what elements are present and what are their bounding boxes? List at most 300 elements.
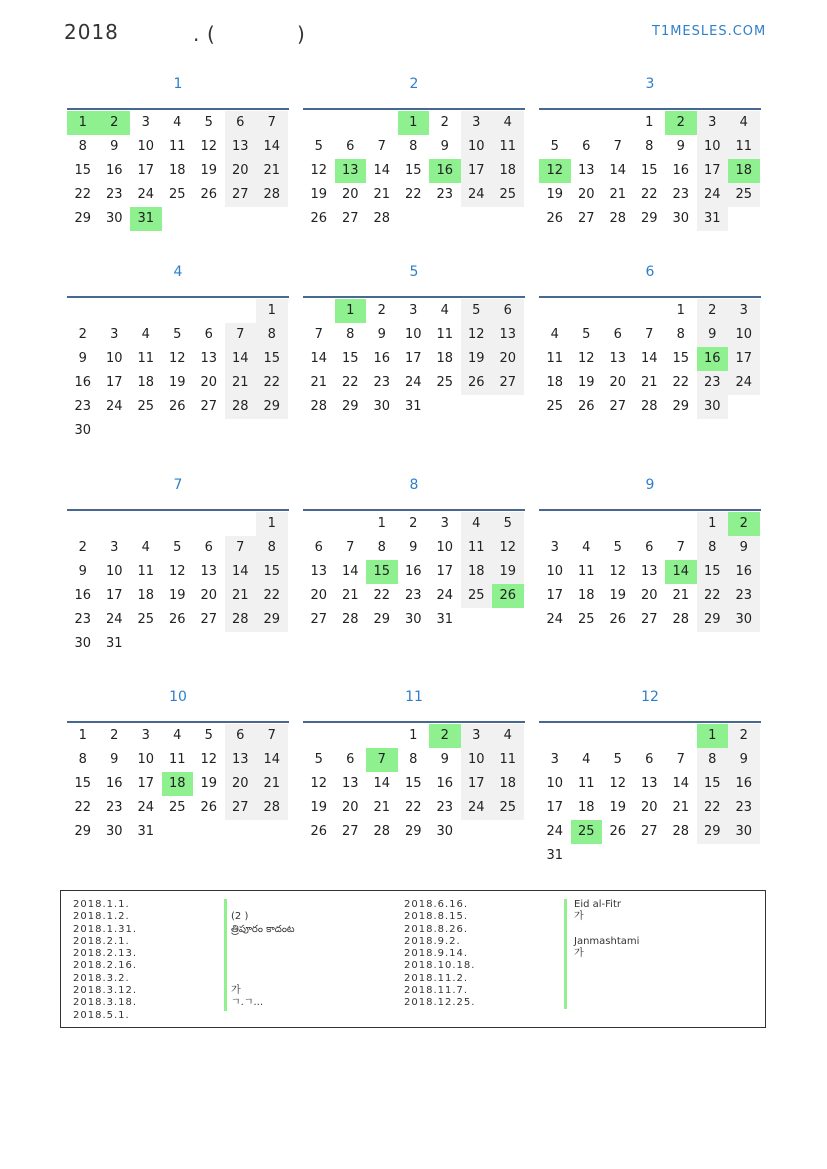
day-cell: 9 xyxy=(110,752,119,767)
holiday-day-cell: 25 xyxy=(571,820,603,844)
month-title: 1 xyxy=(173,76,183,92)
day-cell: 9 xyxy=(110,139,119,154)
day-cell: 1 xyxy=(409,728,418,743)
empty-cell xyxy=(193,512,225,536)
day-cell: 20 xyxy=(310,588,328,603)
day-cell: 12 xyxy=(577,351,595,366)
day-cell: 5 xyxy=(582,327,591,342)
day-cell: 21 xyxy=(225,371,257,395)
day-cell: 29 xyxy=(697,608,729,632)
empty-cell xyxy=(366,111,398,135)
day-cell: 29 xyxy=(404,824,422,839)
day-cell: 16 xyxy=(105,163,123,178)
day-cell: 26 xyxy=(168,399,186,414)
day-cell: 28 xyxy=(640,399,658,414)
empty-cell xyxy=(162,512,194,536)
day-cell: 1 xyxy=(78,728,87,743)
day-cell: 28 xyxy=(672,612,690,627)
day-cell: 13 xyxy=(577,163,595,178)
day-cell: 29 xyxy=(697,820,729,844)
day-cell: 23 xyxy=(105,187,123,202)
day-cell: 25 xyxy=(546,399,564,414)
day-cell: 20 xyxy=(640,588,658,603)
day-cell: 11 xyxy=(728,135,760,159)
day-cell: 21 xyxy=(672,588,690,603)
title-dot: . xyxy=(193,22,200,46)
empty-cell xyxy=(303,299,335,323)
holiday-day-cell: 2 xyxy=(429,724,461,748)
day-cell: 20 xyxy=(225,159,257,183)
legend-holiday-name: త్రిపూరం కాదంట xyxy=(231,923,295,935)
month-9 xyxy=(539,475,761,632)
day-cell: 9 xyxy=(409,540,418,555)
day-cell: 14 xyxy=(310,351,328,366)
legend-right-names xyxy=(574,899,639,1010)
day-cell: 11 xyxy=(577,564,595,579)
day-cell: 18 xyxy=(168,163,186,178)
day-cell: 8 xyxy=(697,536,729,560)
month-title: 7 xyxy=(173,477,183,493)
day-cell: 27 xyxy=(225,183,257,207)
day-cell: 20 xyxy=(200,375,218,390)
day-cell: 3 xyxy=(461,724,493,748)
empty-cell xyxy=(602,724,634,748)
day-cell: 6 xyxy=(582,139,591,154)
day-cell: 25 xyxy=(728,183,760,207)
day-cell: 26 xyxy=(609,612,627,627)
day-cell: 11 xyxy=(577,776,595,791)
day-cell: 7 xyxy=(676,540,685,555)
day-cell: 21 xyxy=(341,588,359,603)
legend-date: 2018.11.7. xyxy=(404,985,469,997)
day-cell: 9 xyxy=(78,351,87,366)
day-cell: 22 xyxy=(672,375,690,390)
legend-date: 2018.1.2. xyxy=(73,911,130,923)
empty-cell xyxy=(130,512,162,536)
day-cell: 19 xyxy=(168,375,186,390)
day-cell: 4 xyxy=(582,540,591,555)
day-cell: 19 xyxy=(310,187,328,202)
day-cell: 18 xyxy=(492,159,524,183)
month-rule xyxy=(539,296,761,298)
day-cell: 3 xyxy=(550,752,559,767)
legend-date: 2018.3.2. xyxy=(73,972,130,984)
legend-right-dates xyxy=(404,899,475,1010)
day-cell: 24 xyxy=(137,187,155,202)
day-cell: 12 xyxy=(200,139,218,154)
day-cell: 29 xyxy=(640,211,658,226)
day-cell: 26 xyxy=(200,187,218,202)
holiday-day-cell: 16 xyxy=(697,347,729,371)
holiday-day-cell: 15 xyxy=(366,560,398,584)
month-8 xyxy=(303,475,525,632)
day-cell: 10 xyxy=(697,135,729,159)
day-cell: 25 xyxy=(168,187,186,202)
holiday-day-cell: 7 xyxy=(366,748,398,772)
day-cell: 22 xyxy=(404,187,422,202)
day-cell: 17 xyxy=(105,375,123,390)
legend-holiday-name xyxy=(231,899,295,911)
day-cell: 9 xyxy=(676,139,685,154)
day-cell: 10 xyxy=(728,323,760,347)
day-cell: 8 xyxy=(676,327,685,342)
day-cell: 5 xyxy=(613,540,622,555)
month-title: 9 xyxy=(645,477,655,493)
empty-cell xyxy=(571,299,603,323)
month-12 xyxy=(539,687,761,868)
day-cell: 27 xyxy=(492,371,524,395)
day-cell: 24 xyxy=(461,183,493,207)
day-cell: 23 xyxy=(74,399,92,414)
day-cell: 3 xyxy=(141,728,150,743)
day-cell: 11 xyxy=(168,752,186,767)
legend-date: 2018.8.15. xyxy=(404,911,469,923)
day-cell: 10 xyxy=(546,564,564,579)
day-cell: 28 xyxy=(225,395,257,419)
day-cell: 23 xyxy=(74,612,92,627)
day-cell: 27 xyxy=(225,796,257,820)
day-cell: 28 xyxy=(341,612,359,627)
day-cell: 14 xyxy=(672,776,690,791)
day-cell: 12 xyxy=(461,323,493,347)
day-cell: 31 xyxy=(105,636,123,651)
day-cell: 2 xyxy=(110,728,119,743)
day-cell: 27 xyxy=(640,612,658,627)
month-5 xyxy=(303,262,525,419)
legend-holiday-name: 가 xyxy=(574,911,584,923)
day-cell: 2 xyxy=(78,540,87,555)
day-cell: 15 xyxy=(256,560,288,584)
day-cell: 11 xyxy=(492,135,524,159)
day-cell: 15 xyxy=(404,776,422,791)
day-cell: 2 xyxy=(440,115,449,130)
day-cell: 23 xyxy=(436,187,454,202)
day-cell: 3 xyxy=(728,299,760,323)
empty-cell xyxy=(634,724,666,748)
day-cell: 14 xyxy=(609,163,627,178)
day-cell: 9 xyxy=(440,752,449,767)
legend-holiday-name xyxy=(231,973,295,985)
day-cell: 28 xyxy=(256,796,288,820)
day-cell: 9 xyxy=(728,748,760,772)
month-grid xyxy=(539,512,761,632)
day-cell: 7 xyxy=(256,724,288,748)
day-cell: 19 xyxy=(461,347,493,371)
day-cell: 12 xyxy=(310,163,328,178)
day-cell: 13 xyxy=(640,776,658,791)
day-cell: 6 xyxy=(645,752,654,767)
empty-cell xyxy=(665,512,697,536)
day-cell: 31 xyxy=(546,848,564,863)
day-cell: 14 xyxy=(225,560,257,584)
holiday-day-cell: 14 xyxy=(665,560,697,584)
page-title: 2018 xyxy=(64,20,119,44)
day-cell: 18 xyxy=(492,772,524,796)
day-cell: 15 xyxy=(74,163,92,178)
day-cell: 21 xyxy=(672,800,690,815)
day-cell: 9 xyxy=(440,139,449,154)
day-cell: 12 xyxy=(609,564,627,579)
day-cell: 13 xyxy=(310,564,328,579)
day-cell: 23 xyxy=(404,588,422,603)
day-cell: 24 xyxy=(546,824,564,839)
day-cell: 27 xyxy=(200,399,218,414)
legend-holiday-name: 가 xyxy=(574,948,584,960)
day-cell: 20 xyxy=(341,187,359,202)
day-cell: 23 xyxy=(373,375,391,390)
day-cell: 7 xyxy=(225,536,257,560)
month-11 xyxy=(303,687,525,844)
month-rule xyxy=(539,721,761,723)
empty-cell xyxy=(99,512,131,536)
day-cell: 16 xyxy=(436,776,454,791)
day-cell: 30 xyxy=(74,423,92,438)
day-cell: 11 xyxy=(436,327,454,342)
legend-date: 2018.11.2. xyxy=(404,972,469,984)
legend-date: 2018.3.12. xyxy=(73,985,138,997)
day-cell: 2 xyxy=(377,303,386,318)
month-grid xyxy=(539,724,761,868)
month-grid xyxy=(303,724,525,844)
day-cell: 17 xyxy=(404,351,422,366)
day-cell: 28 xyxy=(225,608,257,632)
day-cell: 18 xyxy=(577,588,595,603)
day-cell: 14 xyxy=(373,776,391,791)
month-rule xyxy=(539,509,761,511)
legend-holiday-name: 가 xyxy=(231,985,241,997)
day-cell: 3 xyxy=(550,540,559,555)
empty-cell xyxy=(99,299,131,323)
day-cell: 16 xyxy=(728,560,760,584)
day-cell: 16 xyxy=(728,772,760,796)
day-cell: 23 xyxy=(728,584,760,608)
legend-holiday-name xyxy=(231,936,295,948)
day-cell: 22 xyxy=(373,588,391,603)
day-cell: 11 xyxy=(137,564,155,579)
day-cell: 15 xyxy=(404,163,422,178)
day-cell: 13 xyxy=(200,351,218,366)
day-cell: 21 xyxy=(256,159,288,183)
day-cell: 6 xyxy=(492,299,524,323)
day-cell: 5 xyxy=(173,540,182,555)
day-cell: 15 xyxy=(74,776,92,791)
day-cell: 13 xyxy=(225,748,257,772)
day-cell: 29 xyxy=(672,399,690,414)
day-cell: 29 xyxy=(373,612,391,627)
day-cell: 7 xyxy=(346,540,355,555)
day-cell: 17 xyxy=(461,772,493,796)
month-grid xyxy=(539,111,761,231)
day-cell: 30 xyxy=(74,636,92,651)
day-cell: 8 xyxy=(256,323,288,347)
month-rule xyxy=(67,509,289,511)
day-cell: 1 xyxy=(256,512,288,536)
day-cell: 26 xyxy=(546,211,564,226)
day-cell: 27 xyxy=(609,399,627,414)
day-cell: 17 xyxy=(436,564,454,579)
empty-cell xyxy=(539,512,571,536)
day-cell: 23 xyxy=(436,800,454,815)
empty-cell xyxy=(366,724,398,748)
legend-date: 2018.3.18. xyxy=(73,997,138,1009)
legend-date: 2018.12.25. xyxy=(404,997,476,1009)
day-cell: 14 xyxy=(341,564,359,579)
day-cell: 13 xyxy=(341,776,359,791)
holiday-day-cell: 18 xyxy=(728,159,760,183)
day-cell: 30 xyxy=(728,820,760,844)
legend-date: 2018.9.2. xyxy=(404,935,461,947)
legend-date: 2018.9.14. xyxy=(404,948,469,960)
day-cell: 30 xyxy=(697,395,729,419)
day-cell: 19 xyxy=(609,800,627,815)
legend-holiday-name: ㄱ.ㄱ... xyxy=(231,997,264,1009)
day-cell: 10 xyxy=(436,540,454,555)
day-cell: 19 xyxy=(310,800,328,815)
empty-cell xyxy=(571,111,603,135)
day-cell: 8 xyxy=(697,748,729,772)
empty-cell xyxy=(602,512,634,536)
day-cell: 21 xyxy=(640,375,658,390)
day-cell: 8 xyxy=(78,752,87,767)
day-cell: 5 xyxy=(492,512,524,536)
day-cell: 6 xyxy=(346,752,355,767)
month-grid xyxy=(539,299,761,419)
day-cell: 25 xyxy=(461,584,493,608)
day-cell: 14 xyxy=(256,135,288,159)
day-cell: 1 xyxy=(676,303,685,318)
day-cell: 12 xyxy=(168,351,186,366)
day-cell: 17 xyxy=(137,776,155,791)
day-cell: 13 xyxy=(609,351,627,366)
legend-holiday-name xyxy=(231,948,295,960)
day-cell: 11 xyxy=(546,351,564,366)
month-title: 6 xyxy=(645,264,655,280)
day-cell: 11 xyxy=(137,351,155,366)
empty-cell xyxy=(335,724,367,748)
day-cell: 25 xyxy=(168,800,186,815)
legend-holiday-name xyxy=(574,960,639,972)
day-cell: 18 xyxy=(137,375,155,390)
day-cell: 1 xyxy=(377,516,386,531)
holiday-day-cell: 31 xyxy=(130,207,162,231)
legend-holiday-name: Janmashtami xyxy=(574,935,640,947)
day-cell: 24 xyxy=(728,371,760,395)
empty-cell xyxy=(571,724,603,748)
day-cell: 27 xyxy=(640,824,658,839)
empty-cell xyxy=(162,299,194,323)
day-cell: 5 xyxy=(173,327,182,342)
month-grid xyxy=(67,111,289,231)
month-title: 4 xyxy=(173,264,183,280)
day-cell: 12 xyxy=(168,564,186,579)
day-cell: 1 xyxy=(645,115,654,130)
day-cell: 26 xyxy=(310,824,328,839)
day-cell: 7 xyxy=(256,111,288,135)
day-cell: 15 xyxy=(256,347,288,371)
month-rule xyxy=(67,296,289,298)
title-left-paren: ( xyxy=(207,22,215,46)
empty-cell xyxy=(193,299,225,323)
day-cell: 3 xyxy=(461,111,493,135)
day-cell: 27 xyxy=(341,824,359,839)
day-cell: 11 xyxy=(492,748,524,772)
day-cell: 3 xyxy=(409,303,418,318)
day-cell: 28 xyxy=(373,824,391,839)
day-cell: 14 xyxy=(640,351,658,366)
legend-date: 2018.10.18. xyxy=(404,960,476,972)
day-cell: 26 xyxy=(310,211,328,226)
legend-left-dates xyxy=(73,899,137,1022)
day-cell: 8 xyxy=(78,139,87,154)
day-cell: 2 xyxy=(728,724,760,748)
day-cell: 20 xyxy=(609,375,627,390)
legend-holiday-name xyxy=(574,997,639,1009)
day-cell: 10 xyxy=(137,752,155,767)
day-cell: 25 xyxy=(436,375,454,390)
brand-link[interactable]: T1MESLES.COM xyxy=(652,24,767,39)
day-cell: 8 xyxy=(377,540,386,555)
day-cell: 12 xyxy=(609,776,627,791)
legend-holiday-name: Eid al-Fitr xyxy=(574,899,621,910)
day-cell: 24 xyxy=(105,399,123,414)
day-cell: 20 xyxy=(341,800,359,815)
day-cell: 21 xyxy=(225,584,257,608)
day-cell: 30 xyxy=(373,399,391,414)
day-cell: 19 xyxy=(577,375,595,390)
legend-left-bar xyxy=(224,899,227,1011)
day-cell: 2 xyxy=(409,516,418,531)
month-grid xyxy=(67,724,289,844)
day-cell: 6 xyxy=(225,724,257,748)
day-cell: 3 xyxy=(110,327,119,342)
day-cell: 2 xyxy=(697,299,729,323)
day-cell: 21 xyxy=(373,187,391,202)
day-cell: 24 xyxy=(137,800,155,815)
day-cell: 16 xyxy=(672,163,690,178)
day-cell: 10 xyxy=(105,351,123,366)
month-2 xyxy=(303,74,525,231)
day-cell: 4 xyxy=(582,752,591,767)
month-7 xyxy=(67,475,289,656)
legend-date: 2018.6.16. xyxy=(404,899,469,910)
day-cell: 26 xyxy=(168,612,186,627)
month-rule xyxy=(539,108,761,110)
month-title: 8 xyxy=(409,477,419,493)
day-cell: 30 xyxy=(728,608,760,632)
day-cell: 7 xyxy=(613,139,622,154)
day-cell: 12 xyxy=(200,752,218,767)
month-title: 10 xyxy=(169,689,187,705)
holiday-day-cell: 1 xyxy=(398,111,430,135)
day-cell: 19 xyxy=(609,588,627,603)
legend-date: 2018.2.16. xyxy=(73,960,138,972)
day-cell: 4 xyxy=(550,327,559,342)
holiday-day-cell: 2 xyxy=(665,111,697,135)
day-cell: 22 xyxy=(256,584,288,608)
day-cell: 23 xyxy=(105,800,123,815)
day-cell: 8 xyxy=(409,139,418,154)
empty-cell xyxy=(303,512,335,536)
day-cell: 17 xyxy=(728,347,760,371)
month-grid xyxy=(303,512,525,632)
day-cell: 15 xyxy=(697,772,729,796)
holiday-day-cell: 26 xyxy=(492,584,524,608)
day-cell: 21 xyxy=(373,800,391,815)
legend-holiday-name xyxy=(574,985,639,997)
holiday-day-cell: 2 xyxy=(99,111,131,135)
legend-right-bar xyxy=(564,899,567,1009)
holiday-day-cell: 1 xyxy=(335,299,367,323)
